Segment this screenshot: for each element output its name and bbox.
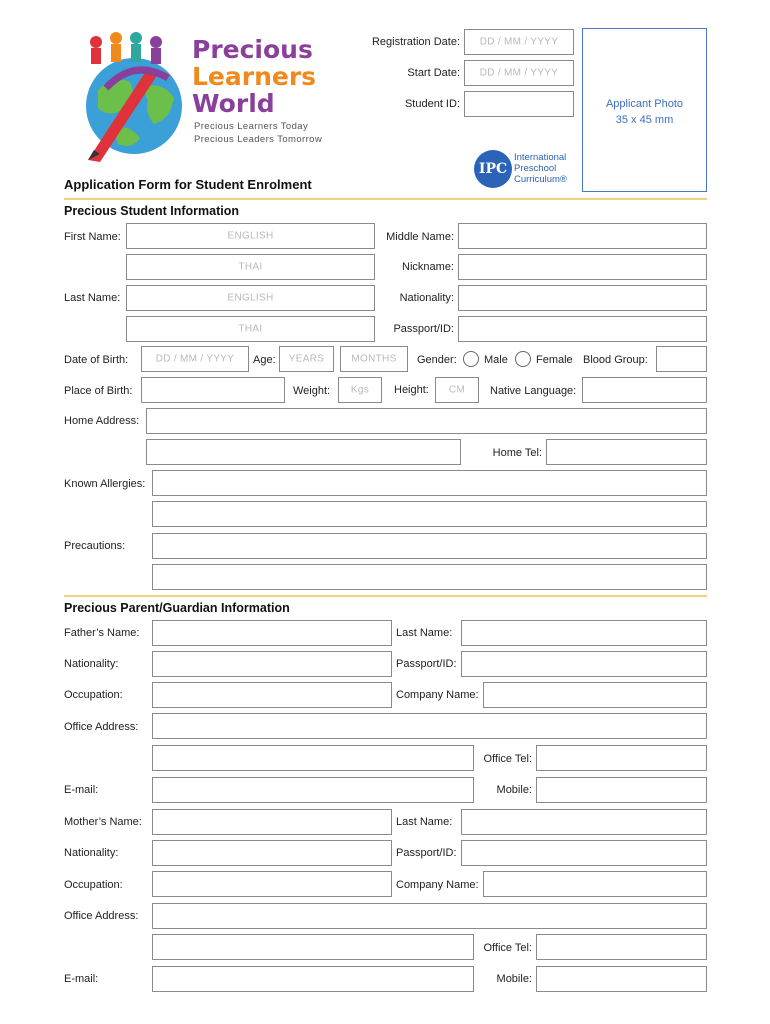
height-field[interactable]	[435, 377, 479, 403]
start-date-placeholder: DD / MM / YYYY	[479, 67, 559, 79]
mother-last-name-field[interactable]	[461, 809, 707, 835]
blood-group-field[interactable]	[656, 346, 707, 372]
student-section-title: Precious Student Information	[64, 204, 240, 218]
father-passport-field[interactable]	[461, 651, 707, 677]
mother-nationality-field[interactable]	[152, 840, 392, 866]
thai-placeholder: THAI	[238, 261, 263, 273]
age-months-field[interactable]	[340, 346, 408, 372]
age-years-field[interactable]	[279, 346, 334, 372]
father-office-address-field-2[interactable]	[152, 745, 474, 771]
logo-word-learners: Learners	[192, 62, 317, 91]
father-name-field[interactable]	[152, 620, 392, 646]
father-occupation-label: Occupation:	[64, 689, 123, 701]
first-name-label: First Name:	[64, 231, 121, 243]
place-of-birth-field[interactable]	[141, 377, 285, 403]
father-company-label: Company Name:	[396, 689, 479, 701]
photo-line-2: 35 x 45 mm	[615, 114, 674, 126]
allergies-label: Known Allergies:	[64, 478, 146, 490]
mother-passport-label: Passport/ID:	[396, 847, 457, 859]
home-address-field-2[interactable]	[146, 439, 461, 465]
kgs-placeholder: Kgs	[350, 384, 370, 396]
parent-section-title: Precious Parent/Guardian Information	[64, 601, 290, 615]
father-email-field[interactable]	[152, 777, 474, 803]
years-placeholder: YEARS	[288, 353, 325, 365]
applicant-photo-box[interactable]	[582, 28, 707, 192]
father-name-label: Father’s Name:	[64, 627, 140, 639]
mother-office-address-field-1[interactable]	[152, 903, 707, 929]
ipc-line-3: Curriculum®	[514, 174, 567, 185]
precautions-field-2[interactable]	[152, 564, 707, 590]
months-placeholder: MONTHS	[351, 353, 397, 365]
student-id-field[interactable]	[464, 91, 574, 117]
home-address-field-1[interactable]	[146, 408, 707, 434]
tagline-2: Precious Leaders Tomorrow	[194, 134, 323, 145]
father-last-name-field[interactable]	[461, 620, 707, 646]
native-language-field[interactable]	[582, 377, 707, 403]
mother-last-name-label: Last Name:	[396, 816, 453, 828]
father-nationality-field[interactable]	[152, 651, 392, 677]
weight-label: Weight:	[293, 385, 331, 397]
mother-nationality-label: Nationality:	[64, 847, 119, 859]
height-label: Height:	[394, 384, 429, 396]
male-label: Male	[484, 354, 508, 366]
mother-office-address-field-2[interactable]	[152, 934, 474, 960]
logo-word-world: World	[192, 89, 275, 118]
dob-field[interactable]	[141, 346, 249, 372]
start-date-field[interactable]	[464, 60, 574, 86]
allergies-field-2[interactable]	[152, 501, 707, 527]
father-occupation-field[interactable]	[152, 682, 392, 708]
gender-label: Gender:	[417, 354, 457, 366]
father-passport-label: Passport/ID:	[396, 658, 457, 670]
passport-field[interactable]	[458, 316, 707, 342]
ipc-letters: IPC	[478, 161, 508, 177]
student-id-label: Student ID:	[404, 98, 460, 110]
mother-occupation-label: Occupation:	[64, 879, 123, 891]
passport-label: Passport/ID:	[393, 323, 454, 335]
nickname-label: Nickname:	[402, 261, 454, 273]
mother-name-label: Mother’s Name:	[64, 816, 142, 828]
father-last-name-label: Last Name:	[396, 627, 453, 639]
start-date-label: Start Date:	[407, 67, 460, 79]
first-name-thai-field[interactable]	[126, 254, 375, 280]
mother-office-address-label: Office Address:	[64, 910, 139, 922]
dob-label: Date of Birth:	[64, 354, 129, 366]
parent-divider	[64, 595, 707, 597]
female-label: Female	[536, 354, 573, 366]
tagline-1: Precious Learners Today	[194, 121, 309, 132]
father-office-tel-field[interactable]	[536, 745, 707, 771]
form-title: Application Form for Student Enrolment	[64, 177, 312, 192]
cm-placeholder: CM	[448, 384, 466, 396]
dob-placeholder: DD / MM / YYYY	[155, 353, 235, 365]
native-language-label: Native Language:	[490, 385, 577, 397]
nationality-label: Nationality:	[399, 292, 454, 304]
last-name-label: Last Name:	[64, 292, 121, 304]
nationality-field[interactable]	[458, 285, 707, 311]
ipc-line-2: Preschool	[514, 163, 557, 174]
father-office-address-label: Office Address:	[64, 721, 139, 733]
mother-company-label: Company Name:	[396, 879, 479, 891]
mother-office-tel-field[interactable]	[536, 934, 707, 960]
english-placeholder: ENGLISH	[227, 292, 274, 304]
home-address-label: Home Address:	[64, 415, 140, 427]
father-office-tel-label: Office Tel:	[483, 753, 532, 765]
mother-passport-field[interactable]	[461, 840, 707, 866]
blood-group-label: Blood Group:	[583, 354, 648, 366]
mother-name-field[interactable]	[152, 809, 392, 835]
gender-female-radio[interactable]	[515, 351, 531, 367]
mother-mobile-label: Mobile:	[496, 973, 532, 985]
mother-email-field[interactable]	[152, 966, 474, 992]
allergies-field-1[interactable]	[152, 470, 707, 496]
age-label: Age:	[253, 354, 276, 366]
title-divider	[64, 198, 707, 200]
ipc-line-1: International	[514, 152, 567, 163]
registration-date-label: Registration Date:	[371, 36, 460, 48]
middle-name-label: Middle Name:	[386, 231, 454, 243]
precautions-label: Precautions:	[64, 540, 126, 552]
father-mobile-field[interactable]	[536, 777, 707, 803]
father-company-field[interactable]	[483, 682, 707, 708]
mother-occupation-field[interactable]	[152, 871, 392, 897]
home-tel-field[interactable]	[546, 439, 707, 465]
registration-date-field[interactable]	[464, 29, 574, 55]
first-name-english-field[interactable]	[126, 223, 375, 249]
globe-pencil-icon	[78, 28, 190, 162]
precautions-field-1[interactable]	[152, 533, 707, 559]
gender-male-radio[interactable]	[463, 351, 479, 367]
thai-placeholder: THAI	[238, 323, 263, 335]
mother-office-tel-label: Office Tel:	[483, 942, 532, 954]
mother-email-label: E-mail:	[64, 973, 99, 985]
logo-word-precious: Precious	[192, 35, 313, 64]
father-nationality-label: Nationality:	[64, 658, 119, 670]
place-of-birth-label: Place of Birth:	[64, 385, 133, 397]
mother-mobile-field[interactable]	[536, 966, 707, 992]
last-name-english-field[interactable]	[126, 285, 375, 311]
mother-company-field[interactable]	[483, 871, 707, 897]
home-tel-label: Home Tel:	[492, 447, 542, 459]
father-office-address-field-1[interactable]	[152, 713, 707, 739]
middle-name-field[interactable]	[458, 223, 707, 249]
father-email-label: E-mail:	[64, 784, 99, 796]
nickname-field[interactable]	[458, 254, 707, 280]
registration-date-placeholder: DD / MM / YYYY	[479, 36, 559, 48]
english-placeholder: ENGLISH	[227, 230, 274, 242]
father-mobile-label: Mobile:	[496, 784, 532, 796]
weight-field[interactable]	[338, 377, 382, 403]
photo-line-1: Applicant Photo	[605, 98, 684, 110]
last-name-thai-field[interactable]	[126, 316, 375, 342]
